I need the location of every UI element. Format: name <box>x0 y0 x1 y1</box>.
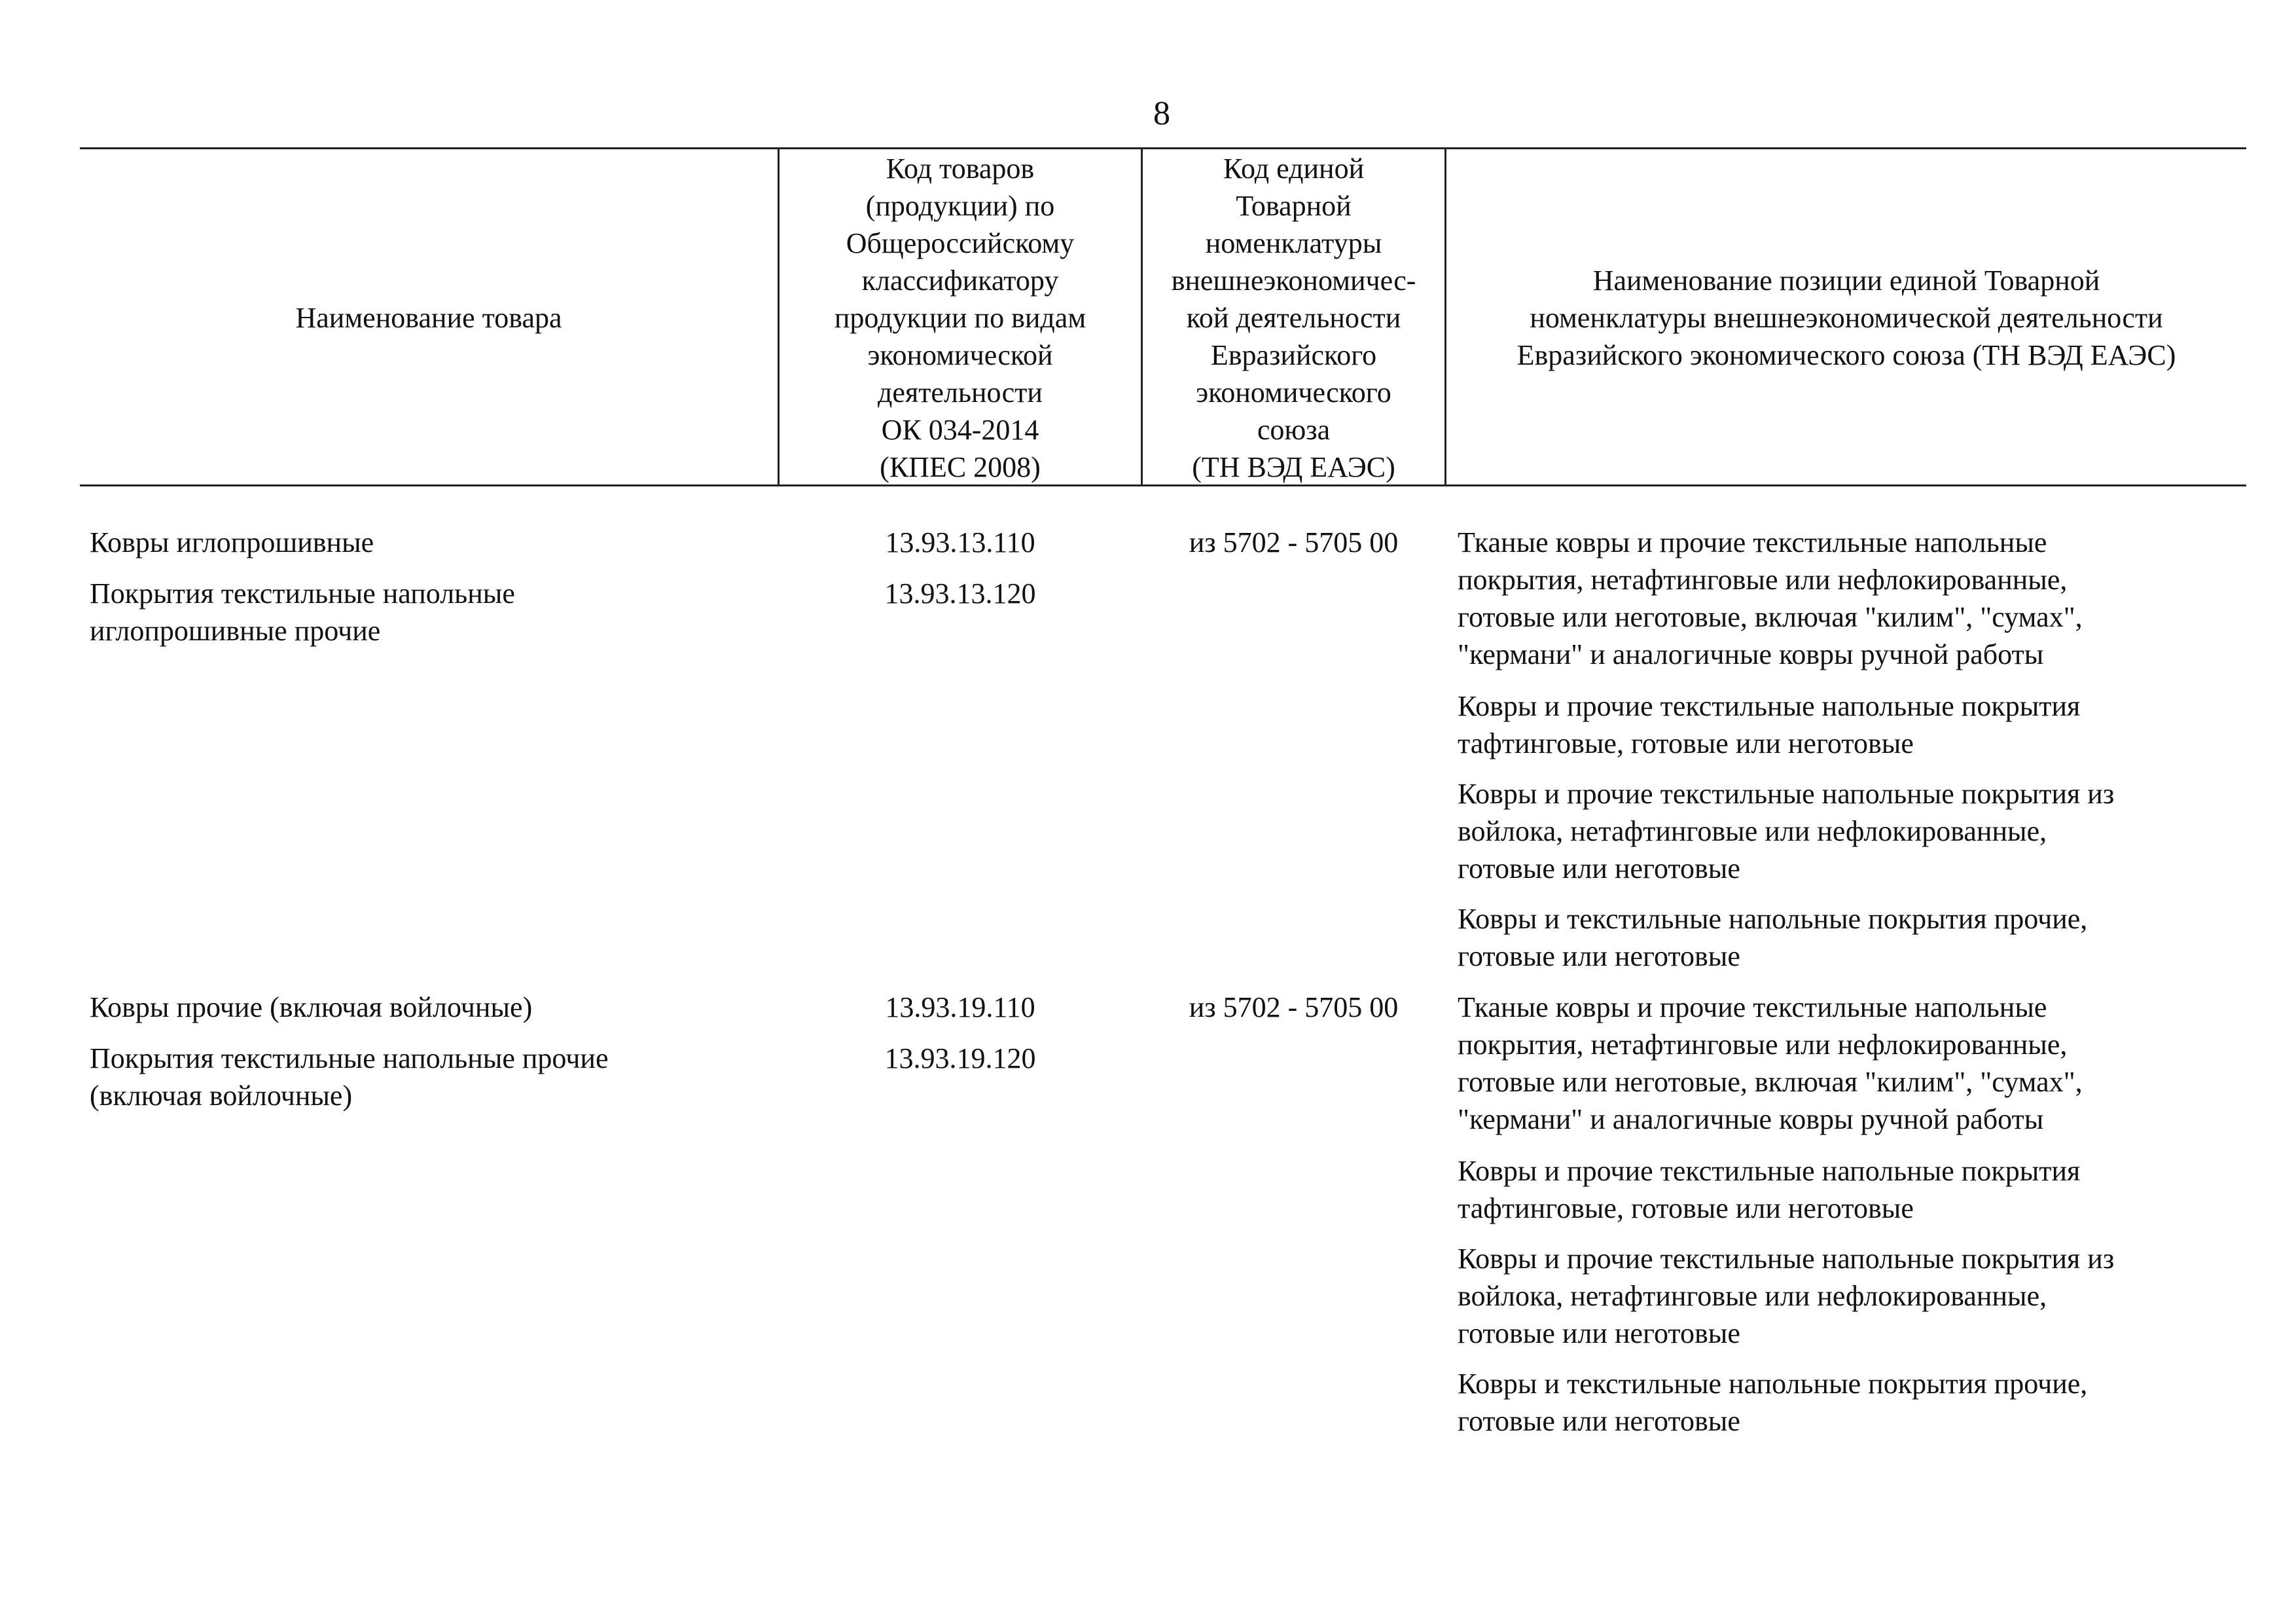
header-tnved-code: Код единой Товарной номенклатуры внешнеэкономичес- кой деятельности Евразийского экономического союза (ТН ВЭД ЕАЭС) <box>1171 152 1416 483</box>
header-tnved-name: Наименование позиции единой Товарной номенклатуры внешнеэкономической деятельности Евразийского экономического союза (ТН ВЭД ЕАЭС) <box>1516 264 2176 371</box>
okpd-code: 13.93.13.120 <box>884 577 1036 610</box>
tnved-code: из 5702 - 5705 00 <box>1189 991 1399 1023</box>
header-bottom-rule <box>80 484 2246 486</box>
table-top-rule <box>80 147 2246 149</box>
tnved-description: Ковры и прочие текстильные напольные покрытия из войлока, нетафтинговые или нефлокированные, готовые или неготовые <box>1458 778 2115 884</box>
product-name: (включая войлочные) <box>90 1080 353 1112</box>
tnved-description: Ковры и текстильные напольные покрытия прочие, готовые или неготовые <box>1458 1368 2088 1437</box>
okpd-code: 13.93.13.110 <box>885 526 1035 558</box>
tnved-description: Ковры и прочие текстильные напольные покрытия тафтинговые, готовые или неготовые <box>1458 690 2081 759</box>
tnved-code: из 5702 - 5705 00 <box>1189 526 1399 558</box>
product-name: иглопрошивные прочие <box>90 615 381 647</box>
product-name: Ковры прочие (включая войлочные) <box>90 991 533 1023</box>
tnved-description: Тканые ковры и прочие текстильные напольные покрытия, нетафтинговые или нефлокированные, готовые или неготовые, включая "килим", "сумах", "кермани" и аналогичные ковры ручной работы <box>1458 991 2083 1135</box>
tnved-description: Ковры и текстильные напольные покрытия прочие, готовые или неготовые <box>1458 903 2088 972</box>
header-okpd-code: Код товаров (продукции) по Общероссийскому классификатору продукции по видам экономической деятельности ОК 034-2014 (КПЕС 2008) <box>834 152 1086 483</box>
page-number: 8 <box>1153 95 1170 132</box>
tnved-description: Ковры и прочие текстильные напольные покрытия из войлока, нетафтинговые или нефлокированные, готовые или неготовые <box>1458 1243 2115 1349</box>
header-product-name: Наименование товара <box>295 301 562 334</box>
product-name: Ковры иглопрошивные <box>90 526 374 558</box>
product-name: Покрытия текстильные напольные <box>90 577 515 610</box>
tnved-description: Ковры и прочие текстильные напольные покрытия тафтинговые, готовые или неготовые <box>1458 1155 2081 1224</box>
okpd-code: 13.93.19.120 <box>884 1042 1036 1074</box>
product-name: Покрытия текстильные напольные прочие <box>90 1042 609 1074</box>
tnved-description: Тканые ковры и прочие текстильные напольные покрытия, нетафтинговые или нефлокированные, готовые или неготовые, включая "килим", "сумах", "кермани" и аналогичные ковры ручной работы <box>1458 526 2083 670</box>
okpd-code: 13.93.19.110 <box>885 991 1035 1023</box>
